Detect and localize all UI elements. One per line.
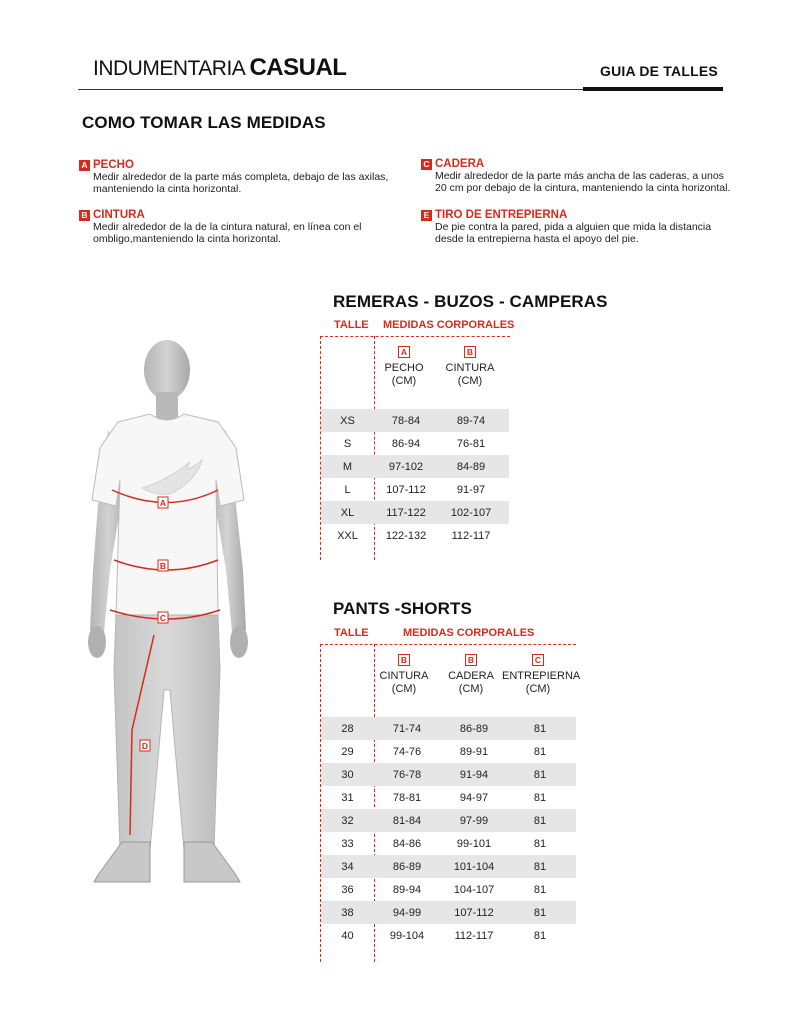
marker-a-label: A xyxy=(159,498,167,508)
value-cell: 81 xyxy=(533,814,547,827)
tops-col-cintura xyxy=(444,346,496,388)
page-title xyxy=(93,54,346,82)
table-row xyxy=(321,432,509,455)
value-cell: 102-107 xyxy=(450,506,492,519)
col-label: CINTURA xyxy=(379,670,429,682)
badge-a: A xyxy=(79,160,90,171)
table-row xyxy=(321,855,576,878)
measure-label: CINTURA xyxy=(93,209,145,221)
col-label: CADERA xyxy=(448,670,494,682)
value-cell: 86-94 xyxy=(391,437,421,450)
marker-d xyxy=(140,740,150,751)
marker-b-label: B xyxy=(159,561,167,571)
size-cell: 30 xyxy=(341,768,354,781)
measure-label: TIRO DE ENTREPIERNA xyxy=(435,209,568,221)
measure-item-cadera xyxy=(421,158,751,194)
size-cell: 40 xyxy=(341,929,354,942)
size-cell: 28 xyxy=(341,722,354,735)
badge-b: B xyxy=(464,346,476,358)
value-cell: 81 xyxy=(533,860,547,873)
col-label: PECHO xyxy=(384,362,424,374)
size-cell: XS xyxy=(340,414,355,427)
value-cell: 86-89 xyxy=(392,860,422,873)
size-cell: M xyxy=(342,460,353,473)
header-divider-bold xyxy=(583,87,723,91)
value-cell: 101-104 xyxy=(453,860,495,873)
value-cell: 117-122 xyxy=(386,506,426,519)
size-cell: 38 xyxy=(341,906,354,919)
value-cell: 99-104 xyxy=(389,929,425,942)
value-cell: 78-81 xyxy=(392,791,422,804)
neck-shape xyxy=(156,392,178,420)
badge-b: B xyxy=(79,210,90,221)
value-cell: 99-101 xyxy=(456,837,492,850)
value-cell: 74-76 xyxy=(392,745,422,758)
pants-size-header: TALLE xyxy=(334,627,369,639)
marker-c xyxy=(158,612,168,623)
measure-desc: De pie contra la pared, pida a alguien que mida la distancia xyxy=(435,221,712,233)
col-label: ENTREPIERNA xyxy=(502,670,581,682)
measure-desc: manteniendo la cinta horizontal. xyxy=(93,182,242,195)
value-cell: 94-99 xyxy=(392,906,422,919)
pants-col-cadera xyxy=(445,654,497,696)
tops-header-rule xyxy=(320,336,510,337)
marker-b xyxy=(158,560,168,571)
size-cell: S xyxy=(343,437,352,450)
col-label: CINTURA xyxy=(445,362,495,374)
tops-size-header: TALLE xyxy=(334,319,369,331)
pants-rows xyxy=(321,717,576,947)
value-cell: 94-97 xyxy=(459,791,489,804)
value-cell: 89-94 xyxy=(392,883,422,896)
measure-desc: Medir alrededor de la parte más completa, debajo de las axilas, xyxy=(93,171,389,183)
table-row xyxy=(321,524,509,547)
col-unit: (CM) xyxy=(458,683,484,695)
value-cell: 71-74 xyxy=(392,722,422,735)
value-cell: 76-78 xyxy=(392,768,422,781)
value-cell: 97-99 xyxy=(459,814,489,827)
value-cell: 112-117 xyxy=(451,529,491,542)
table-row xyxy=(321,478,509,501)
size-cell: XL xyxy=(340,506,355,519)
head-shape xyxy=(144,340,190,400)
value-cell: 81 xyxy=(533,768,547,781)
size-cell: L xyxy=(344,483,351,496)
title-light: INDUMENTARIA xyxy=(93,57,245,80)
value-cell: 81 xyxy=(533,745,547,758)
size-cell: XXL xyxy=(337,529,358,542)
table-row xyxy=(321,455,509,478)
size-cell: 29 xyxy=(341,745,354,758)
measure-desc: Medir alrededor de la parte más ancha de las caderas, a unos xyxy=(435,170,724,182)
tops-col-pecho xyxy=(380,346,428,388)
value-cell: 89-74 xyxy=(456,414,486,427)
table-row xyxy=(321,901,576,924)
value-cell: 104-107 xyxy=(453,883,495,896)
value-cell: 86-89 xyxy=(459,722,489,735)
pants-measures-header: MEDIDAS CORPORALES xyxy=(403,627,535,639)
value-cell: 112-117 xyxy=(454,929,494,942)
value-cell: 81 xyxy=(533,722,547,735)
value-cell: 107-112 xyxy=(454,906,494,919)
table-row xyxy=(321,832,576,855)
size-cell: 32 xyxy=(341,814,354,827)
size-cell: 34 xyxy=(341,860,354,873)
value-cell: 78-84 xyxy=(391,414,421,427)
col-unit: (CM) xyxy=(391,683,417,695)
size-cell: 31 xyxy=(341,791,354,804)
right-hand xyxy=(230,626,248,658)
right-shoe xyxy=(184,842,240,882)
tops-title: REMERAS - BUZOS - CAMPERAS xyxy=(333,292,608,311)
pants-col-entrepierna xyxy=(502,654,581,696)
left-hand xyxy=(88,626,106,658)
size-cell: 33 xyxy=(341,837,354,850)
value-cell: 122-132 xyxy=(385,529,427,542)
value-cell: 76-81 xyxy=(456,437,486,450)
measure-label: CADERA xyxy=(435,158,485,170)
marker-d-label: D xyxy=(141,741,149,751)
badge-b: B xyxy=(398,654,410,666)
measure-desc: desde la entrepierna hasta el apoyo del pie. xyxy=(435,232,639,245)
badge-c: C xyxy=(421,159,432,170)
value-cell: 81 xyxy=(533,906,547,919)
size-cell: 36 xyxy=(341,883,354,896)
value-cell: 107-112 xyxy=(386,483,426,496)
badge-e: E xyxy=(421,210,432,221)
col-unit: (CM) xyxy=(457,375,483,387)
value-cell: 81 xyxy=(533,837,547,850)
col-unit: (CM) xyxy=(391,375,417,387)
value-cell: 81 xyxy=(533,929,547,942)
value-cell: 91-97 xyxy=(456,483,486,496)
table-row xyxy=(321,740,576,763)
table-row xyxy=(321,763,576,786)
measure-desc: ombligo,manteniendo la cinta horizontal. xyxy=(93,232,281,245)
value-cell: 84-89 xyxy=(456,460,486,473)
badge-c: C xyxy=(532,654,544,666)
measure-label: PECHO xyxy=(93,159,134,171)
tops-rows xyxy=(321,409,509,547)
value-cell: 84-86 xyxy=(392,837,422,850)
table-row xyxy=(321,501,509,524)
left-shoe xyxy=(94,842,150,882)
table-row xyxy=(321,809,576,832)
value-cell: 89-91 xyxy=(459,745,489,758)
col-unit: (CM) xyxy=(525,683,551,695)
measure-desc: Medir alrededor de la de la cintura natural, en línea con el xyxy=(93,221,362,233)
measure-item-entrepierna xyxy=(421,209,751,245)
value-cell: 91-94 xyxy=(459,768,489,781)
pants-col-cintura xyxy=(378,654,430,696)
table-row xyxy=(321,717,576,740)
marker-a xyxy=(158,497,168,508)
tops-measures-header: MEDIDAS CORPORALES xyxy=(383,319,515,331)
measure-item-pecho xyxy=(79,159,399,195)
table-row xyxy=(321,409,509,432)
measure-item-cintura xyxy=(79,209,399,245)
marker-c-label: C xyxy=(159,613,167,623)
model-figure xyxy=(78,330,268,890)
pants-header-rule xyxy=(320,644,576,645)
how-to-title: COMO TOMAR LAS MEDIDAS xyxy=(82,113,326,132)
table-row xyxy=(321,924,576,947)
measure-desc: 20 cm por debajo de la cintura, manteniendo la cinta horizontal. xyxy=(435,181,731,194)
table-row xyxy=(321,878,576,901)
value-cell: 81 xyxy=(533,791,547,804)
header-divider xyxy=(78,89,583,90)
value-cell: 81-84 xyxy=(392,814,422,827)
value-cell: 81 xyxy=(533,883,547,896)
pants-title: PANTS -SHORTS xyxy=(333,599,472,618)
badge-b: B xyxy=(465,654,477,666)
guide-label: GUIA DE TALLES xyxy=(600,63,718,79)
badge-a: A xyxy=(398,346,410,358)
value-cell: 97-102 xyxy=(388,460,424,473)
title-bold: CASUAL xyxy=(249,54,347,81)
table-row xyxy=(321,786,576,809)
